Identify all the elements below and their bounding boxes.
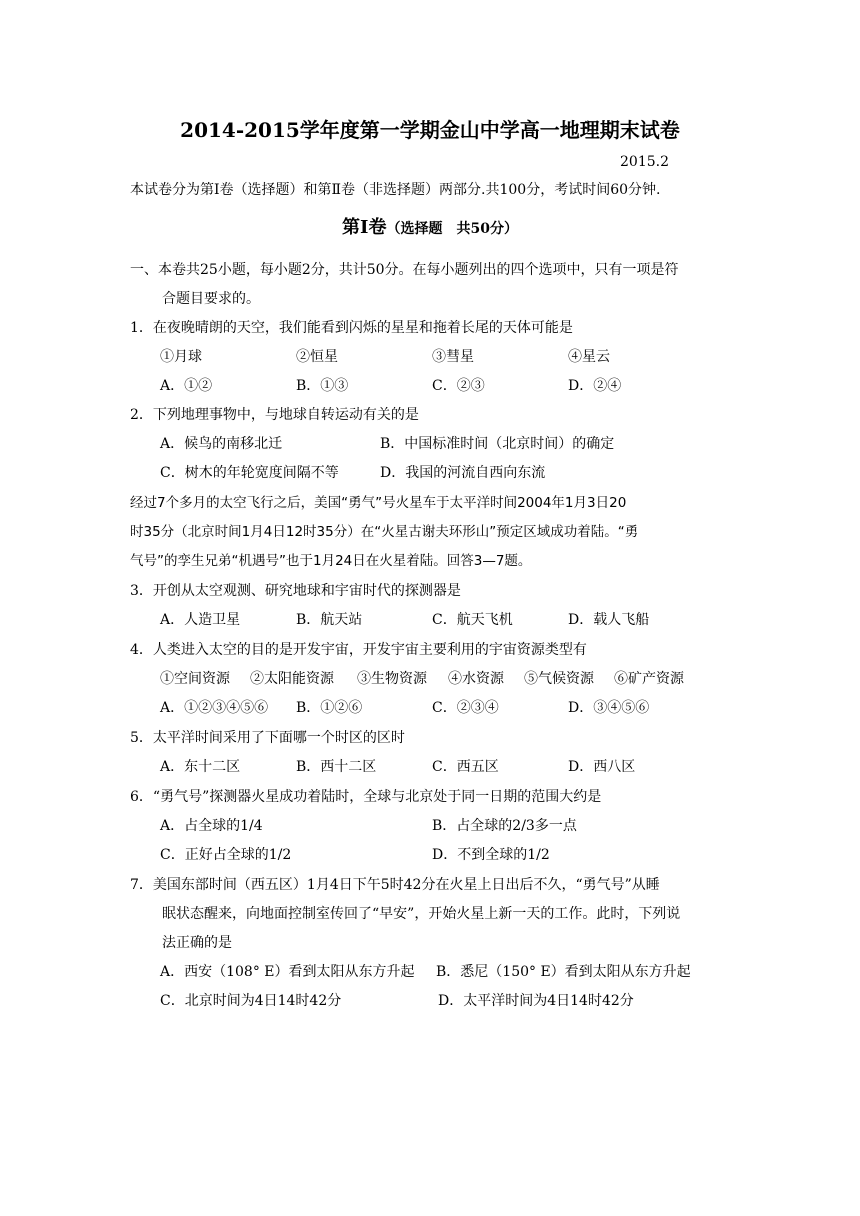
instructions-line-2: 合题目要求的。 <box>162 291 260 307</box>
exam-date: 2015.2 <box>620 154 669 170</box>
q1-item: ②恒星 <box>296 349 338 365</box>
passage-line-3: 气号”的孪生兄弟“机遇号”也于1月24日在火星着陆。回答3—7题。 <box>130 553 532 569</box>
q6-stem: 6．“勇气号”探测器火星成功着陆时，全球与北京处于同一日期的范围大约是 <box>130 789 602 805</box>
q3-option-a: A．人造卫星 <box>160 612 241 628</box>
q1-item: ④星云 <box>568 349 610 365</box>
q1-item: ①月球 <box>160 349 202 365</box>
q5-stem: 5．太平洋时间采用了下面哪一个时区的区时 <box>130 730 405 746</box>
q6-option-b: B．占全球的2/3多一点 <box>432 818 577 834</box>
q2-option-d: D．我国的河流自西向东流 <box>380 465 546 481</box>
q7-stem-line-1: 7．美国东部时间（西五区）1月4日下午5时42分在火星上日出后不久，“勇气号”从睡 <box>130 877 660 893</box>
q4-option-c: C．②③④ <box>432 700 499 716</box>
exam-intro: 本试卷分为第Ⅰ卷（选择题）和第Ⅱ卷（非选择题）两部分.共100分，考试时间60分钟. <box>130 182 661 198</box>
q1-stem: 1．在夜晚晴朗的天空，我们能看到闪烁的星星和拖着长尾的天体可能是 <box>130 320 573 336</box>
q3-option-d: D．载人飞船 <box>568 612 650 628</box>
q4-item: ⑥矿产资源 <box>614 671 684 687</box>
instructions-line-1: 一、本卷共25小题，每小题2分，共计50分。在每小题列出的四个选项中，只有一项是符 <box>130 262 679 278</box>
q1-option-a: A．①② <box>160 378 213 394</box>
q6-option-d: D．不到全球的1/2 <box>432 847 550 863</box>
section-heading-sub: （选择题 共50分） <box>386 221 518 237</box>
q2-option-c: C．树木的年轮宽度间隔不等 <box>160 465 339 481</box>
section-heading-main: 第Ⅰ卷 <box>342 217 387 238</box>
q4-option-d: D．③④⑤⑥ <box>568 700 650 716</box>
q7-option-a: A．西安（108° E）看到太阳从东方升起 <box>160 964 415 980</box>
q7-stem-line-3: 法正确的是 <box>162 935 232 951</box>
q3-option-c: C．航天飞机 <box>432 612 513 628</box>
q4-option-b: B．①②⑥ <box>296 700 363 716</box>
q3-stem: 3．开创从太空观测、研究地球和宇宙时代的探测器是 <box>130 583 461 599</box>
section-heading <box>0 218 860 239</box>
q7-option-d: D．太平洋时间为4日14时42分 <box>438 993 634 1009</box>
q1-option-d: D．②④ <box>568 378 622 394</box>
q2-stem: 2．下列地理事物中，与地球自转运动有关的是 <box>130 407 419 423</box>
passage-line-1: 经过7个多月的太空飞行之后，美国“勇气”号火星车于太平洋时间2004年1月3日20 <box>130 495 627 511</box>
q5-option-a: A．东十二区 <box>160 759 241 775</box>
q7-option-c: C．北京时间为4日14时42分 <box>160 993 342 1009</box>
q5-option-b: B．西十二区 <box>296 759 377 775</box>
q4-option-a: A．①②③④⑤⑥ <box>160 700 269 716</box>
q4-item: ③生物资源 <box>357 671 427 687</box>
q2-option-b: B．中国标准时间（北京时间）的确定 <box>380 436 615 452</box>
exam-title: 2014-2015学年度第一学期金山中学高一地理期末试卷 <box>180 118 680 142</box>
q6-option-c: C．正好占全球的1/2 <box>160 847 292 863</box>
q4-item: ②太阳能资源 <box>250 671 334 687</box>
passage-line-2: 时35分（北京时间1月4日12时35分）在“火星古谢夫环形山”预定区域成功着陆。“勇 <box>130 524 639 540</box>
q5-option-c: C．西五区 <box>432 759 499 775</box>
q4-item: ⑤气候资源 <box>524 671 594 687</box>
q7-stem-line-2: 眠状态醒来，向地面控制室传回了“早安”，开始火星上新一天的工作。此时，下列说 <box>162 906 681 922</box>
q1-option-c: C．②③ <box>432 378 485 394</box>
q4-stem: 4．人类进入太空的目的是开发宇宙，开发宇宙主要利用的宇宙资源类型有 <box>130 642 587 658</box>
q4-item: ①空间资源 <box>160 671 230 687</box>
q3-option-b: B．航天站 <box>296 612 363 628</box>
q5-option-d: D．西八区 <box>568 759 636 775</box>
q6-option-a: A．占全球的1/4 <box>160 818 263 834</box>
q1-item: ③彗星 <box>432 349 474 365</box>
q1-option-b: B．①③ <box>296 378 349 394</box>
q2-option-a: A．候鸟的南移北迁 <box>160 436 283 452</box>
q4-item: ④水资源 <box>448 671 504 687</box>
q7-option-b: B．悉尼（150° E）看到太阳从东方升起 <box>436 964 691 980</box>
